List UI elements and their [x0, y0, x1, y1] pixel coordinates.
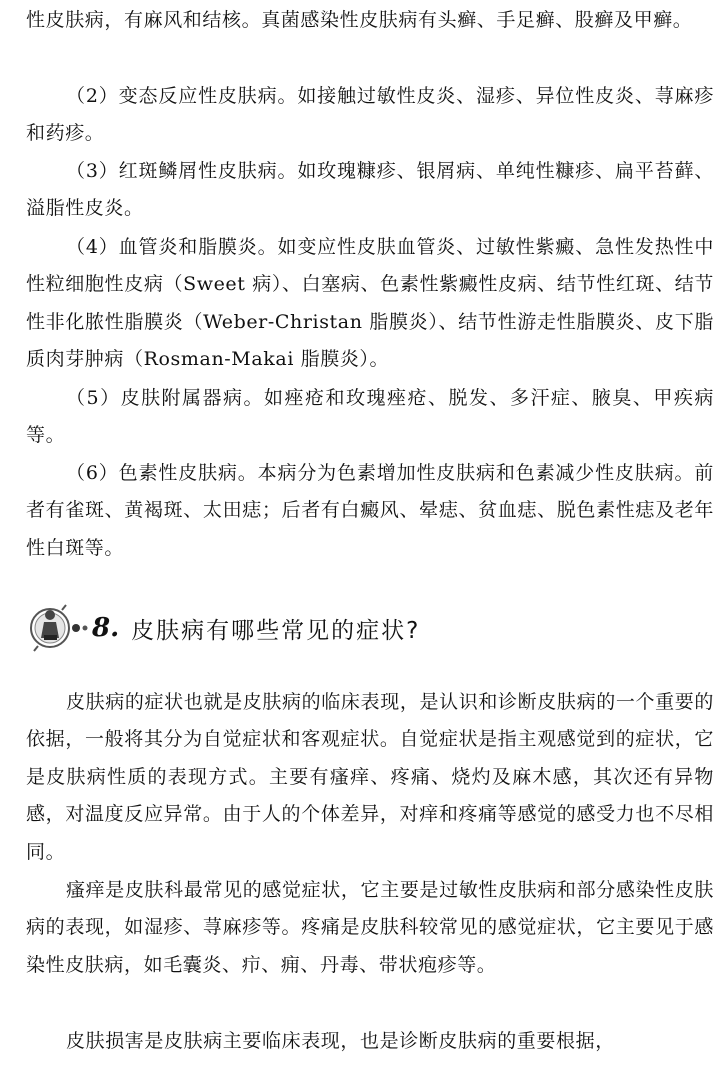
- paragraph-allergic: （2）变态反应性皮肤病。如接触过敏性皮炎、湿疹、异位性皮炎、荨麻疹和药疹。: [26, 85, 714, 145]
- section-title: 皮肤病有哪些常见的症状?: [131, 617, 421, 644]
- paragraph-lesions: 皮肤损害是皮肤病主要临床表现，也是诊断皮肤病的重要根据，: [66, 1030, 615, 1052]
- paragraph-itching: 瘙痒是皮肤科最常见的感觉症状，它主要是过敏性皮肤病和部分感染性皮肤病的表现，如湿疹、荨麻疹等。疼痛是皮肤科较常见的感觉症状，它主要见于感染性皮肤病，如毛囊炎、疖、痈、丹毒、带状疱疹等。: [26, 879, 714, 976]
- paragraph-vasculitis: （4）血管炎和脂膜炎。如变应性皮肤血管炎、过敏性紫癜、急性发热性中性粒细胞性皮病（Sweet 病）、白塞病、色素性紫癜性皮病、结节性红斑、结节性非化脓性脂膜炎（Weber-Christan 脂膜炎）、结节性游走性脂膜炎、皮下脂质肉芽肿病（Rosman-Makai 脂膜炎）。: [26, 236, 714, 371]
- section-number: 8.: [92, 613, 120, 643]
- paragraph-pigment: （6）色素性皮肤病。本病分为色素增加性皮肤病和色素减少性皮肤病。前者有雀斑、黄褐斑、太田痣；后者有白癜风、晕痣、贫血痣、脱色素性痣及老年性白斑等。: [26, 462, 714, 559]
- paragraph-erythema: （3）红斑鳞屑性皮肤病。如玫瑰糠疹、银屑病、单纯性糠疹、扁平苔藓、溢脂性皮炎。: [26, 160, 714, 220]
- paragraph-appendage: （5）皮肤附属器病。如痤疮和玫瑰痤疮、脱发、多汗症、腋臭、甲疾病等。: [26, 387, 714, 447]
- paragraph-infectious-cont: 性皮肤病，有麻风和结核。真菌感染性皮肤病有头癣、手足癣、股癣及甲癣。: [26, 9, 693, 31]
- paragraph-symptoms-intro: 皮肤病的症状也就是皮肤病的临床表现，是认识和诊断皮肤病的一个重要的依据，一般将其分为自觉症状和客观症状。自觉症状是指主观感觉到的症状，它是皮肤病性质的表现方式。主要有瘙痒、疼痛、烧灼及麻木感，其次还有异物感，对温度反应异常。由于人的个体差异，对痒和疼痛等感觉的感受力也不尽相同。: [26, 691, 714, 863]
- doctor-figure-icon: [28, 598, 90, 658]
- section-heading: [28, 598, 708, 658]
